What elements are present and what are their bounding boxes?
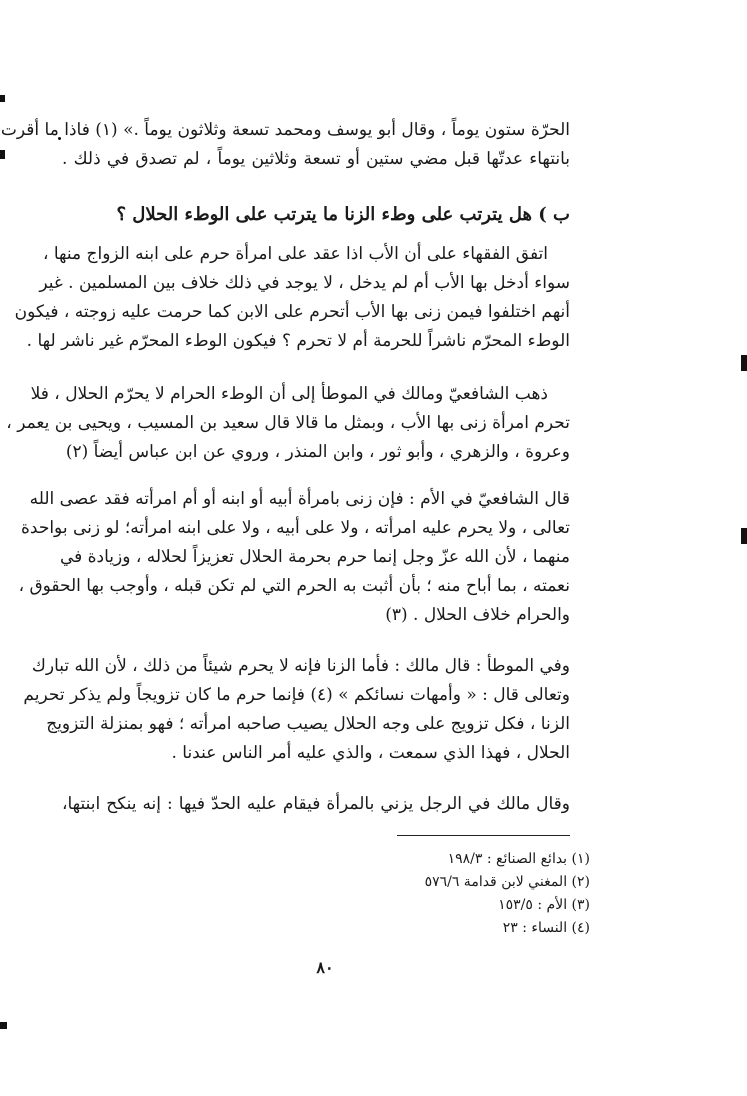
paragraph-al-umm: [18, 485, 570, 630]
margin-mark: [741, 528, 747, 544]
paragraph-muwatta: [23, 652, 570, 768]
text-line: وعروة ، والزهري ، وأبو ثور ، وابن المنذر ، وروي عن ابن عباس أيضاً (٢): [65, 442, 570, 462]
text-line: تعالى ، ولا يحرم عليه امرأته ، ولا على أبيه ، ولا على ابنه امرأته؛ لو زنى بواحدة: [20, 518, 570, 538]
text-line: قال الشافعيّ في الأم : فإن زنى بامرأة أبيه أو ابنه أو أم امرأته فقد عصى الله: [29, 489, 570, 509]
text-line: اتفق الفقهاء على أن الأب اذا عقد على امرأة حرم على ابنه الزواج منها ،: [42, 244, 548, 264]
paragraph-consensus: [14, 240, 570, 356]
text-line: والحرام خلاف الحلال . (٣): [385, 605, 570, 625]
footnote: (٤) النساء : ٢٣: [502, 920, 590, 936]
margin-mark: [741, 355, 747, 371]
text-line: ذهب الشافعيّ ومالك في الموطأ إلى أن الوطء الحرام لا يحرّم الحلال ، فلا: [30, 384, 548, 404]
opening-paragraph: [0, 116, 570, 174]
paragraph-shafii-malik: [6, 380, 570, 467]
text-line: منهما ، لأن الله عزّ وجل إنما حرم بحرمة الحلال تعزيزاً لحلاله ، وزيادة في: [59, 547, 570, 567]
paragraph-malik-ruling: [62, 790, 570, 819]
text-line: الحرّة ستون يوماً ، وقال أبو يوسف ومحمد تسعة وثلاثون يوماً .» (١) فاذا ما أقرت: [0, 120, 570, 140]
page-number: ٨٠: [316, 958, 334, 977]
text-line: الحلال ، فهذا الذي سمعت ، والذي عليه أمر الناس عندنا .: [171, 743, 570, 763]
margin-mark: [0, 95, 5, 102]
text-line: الوطء المحرّم ناشراً للحرمة أم لا تحرم ؟ فيكون الوطء المحرّم غير ناشر لها .: [26, 331, 570, 351]
margin-mark: [0, 150, 5, 159]
section-heading: ب ) هل يترتب على وطء الزنا ما يترتب على الوطء الحلال ؟: [116, 204, 570, 225]
text-line: سواء أدخل بها الأب أم لم يدخل ، لا يوجد في ذلك خلاف بين المسلمين . غير: [39, 273, 570, 293]
text-line: نعمته ، بما أباح منه ؛ بأن أثبت به الحرم التي لم تكن قبله ، وأوجب بها الحقوق ،: [18, 576, 570, 596]
text-line: وقال مالك في الرجل يزني بالمرأة فيقام عليه الحدّ فيها : إنه ينكح ابنتها،: [62, 794, 570, 814]
footnotes: [300, 848, 590, 940]
text-line: وفي الموطأ : قال مالك : فأما الزنا فإنه لا يحرم شيئاً من ذلك ، لأن الله تبارك: [31, 656, 570, 676]
text-line: الزنا ، فكل تزويج على وجه الحلال يصيب صاحبه امرأته ؛ فهو بمنزلة التزويج: [46, 714, 570, 734]
margin-mark: [0, 1022, 7, 1029]
footnote: (٣) الأم : ١٥٣/٥: [498, 897, 590, 913]
footnote-divider: [397, 835, 570, 836]
footnote: (٢) المغني لابن قدامة ٥٧٦/٦: [424, 874, 590, 890]
text-line: أنهم اختلفوا فيمن زنى بها الأب أتحرم على الابن كما حرمت عليه زوجته ، فيكون: [14, 302, 570, 322]
text-line: وتعالى قال : « وأمهات نسائكم » (٤) فإنما حرم ما كان تزويجاً ولم يذكر تحريم: [23, 685, 570, 705]
footnote: (١) بدائع الصنائع : ١٩٨/٣: [447, 851, 590, 867]
text-line: بانتهاء عدتّها قبل مضي ستين أو تسعة وثلاثين يوماً ، لم تصدق في ذلك .: [62, 149, 570, 169]
text-line: تحرم امرأة زنى بها الأب ، وبمثل ما قالا قال سعيد بن المسيب ، ويحيى بن يعمر ،: [6, 413, 570, 433]
